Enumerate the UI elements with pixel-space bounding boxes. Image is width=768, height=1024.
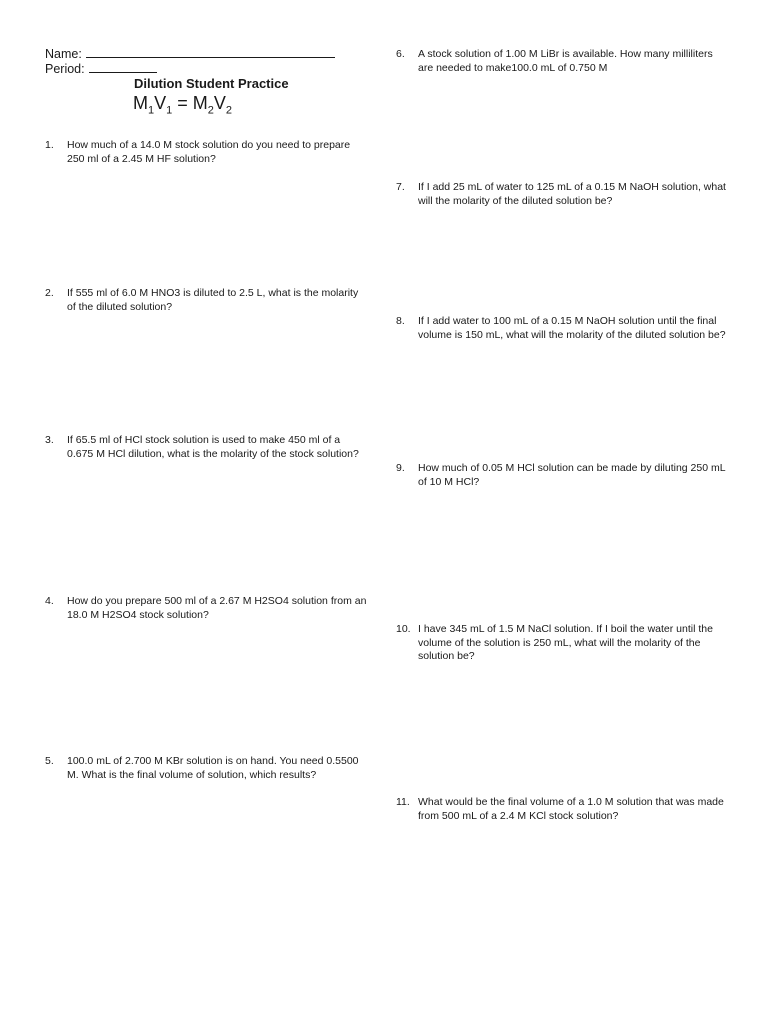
worksheet-title: Dilution Student Practice: [134, 76, 289, 91]
period-blank-line: [89, 61, 157, 73]
question-number: 10.: [396, 623, 411, 635]
dilution-formula: $M_1V_1 = M_2V_2$: [133, 93, 233, 117]
question-text: What would be the final volume of a 1.0 M solution that was made from 500 mL of a 2.4 M KCl stock solution?: [418, 796, 724, 822]
period-label: Period:: [45, 62, 85, 76]
name-field: [45, 46, 335, 62]
question-text: If I add water to 100 mL of a 0.15 M NaOH solution until the final volume is 150 mL, what will the molarity of the diluted solution be?: [418, 315, 726, 341]
question-text: How much of a 14.0 M stock solution do you need to prepare 250 ml of a 2.45 M HF solution?: [67, 139, 351, 165]
question-text: I have 345 mL of 1.5 M NaCl solution. If I boil the water until the volume of the solution is 250 mL, what will the molarity of the solution be?: [418, 623, 713, 662]
question-number: 7.: [396, 181, 405, 193]
question-number: 8.: [396, 315, 405, 327]
question-number: 9.: [396, 462, 405, 474]
question-text: If 555 ml of 6.0 M HNO3 is diluted to 2.5 L, what is the molarity of the diluted solution?: [67, 287, 359, 313]
question-number: 6.: [396, 48, 405, 60]
question-number: 1.: [45, 139, 54, 151]
period-field: [45, 61, 157, 77]
question-text: How do you prepare 500 ml of a 2.67 M H2SO4 solution from an 18.0 M H2SO4 stock solution?: [67, 595, 367, 621]
question-number: 2.: [45, 287, 54, 299]
question-number: 4.: [45, 595, 54, 607]
question-number: 11.: [396, 796, 410, 808]
question-text: A stock solution of 1.00 M LiBr is available. How many milliliters are needed to make100.0 mL of 0.750 M: [418, 48, 713, 74]
question-number: 5.: [45, 755, 54, 767]
name-blank-line: [86, 46, 335, 58]
question-text: How much of 0.05 M HCl solution can be made by diluting 250 mL of 10 M HCl?: [418, 462, 726, 488]
question-text: 100.0 mL of 2.700 M KBr solution is on hand. You need 0.5500 M. What is the final volume of solution, which results?: [67, 755, 359, 781]
question-number: 3.: [45, 434, 54, 446]
question-text: If 65.5 ml of HCl stock solution is used to make 450 ml of a 0.675 M HCl dilution, what is the molarity of the stock solution?: [67, 434, 359, 460]
name-label: Name:: [45, 47, 82, 61]
question-text: If I add 25 mL of water to 125 mL of a 0.15 M NaOH solution, what will the molarity of the diluted solution be?: [418, 181, 726, 207]
